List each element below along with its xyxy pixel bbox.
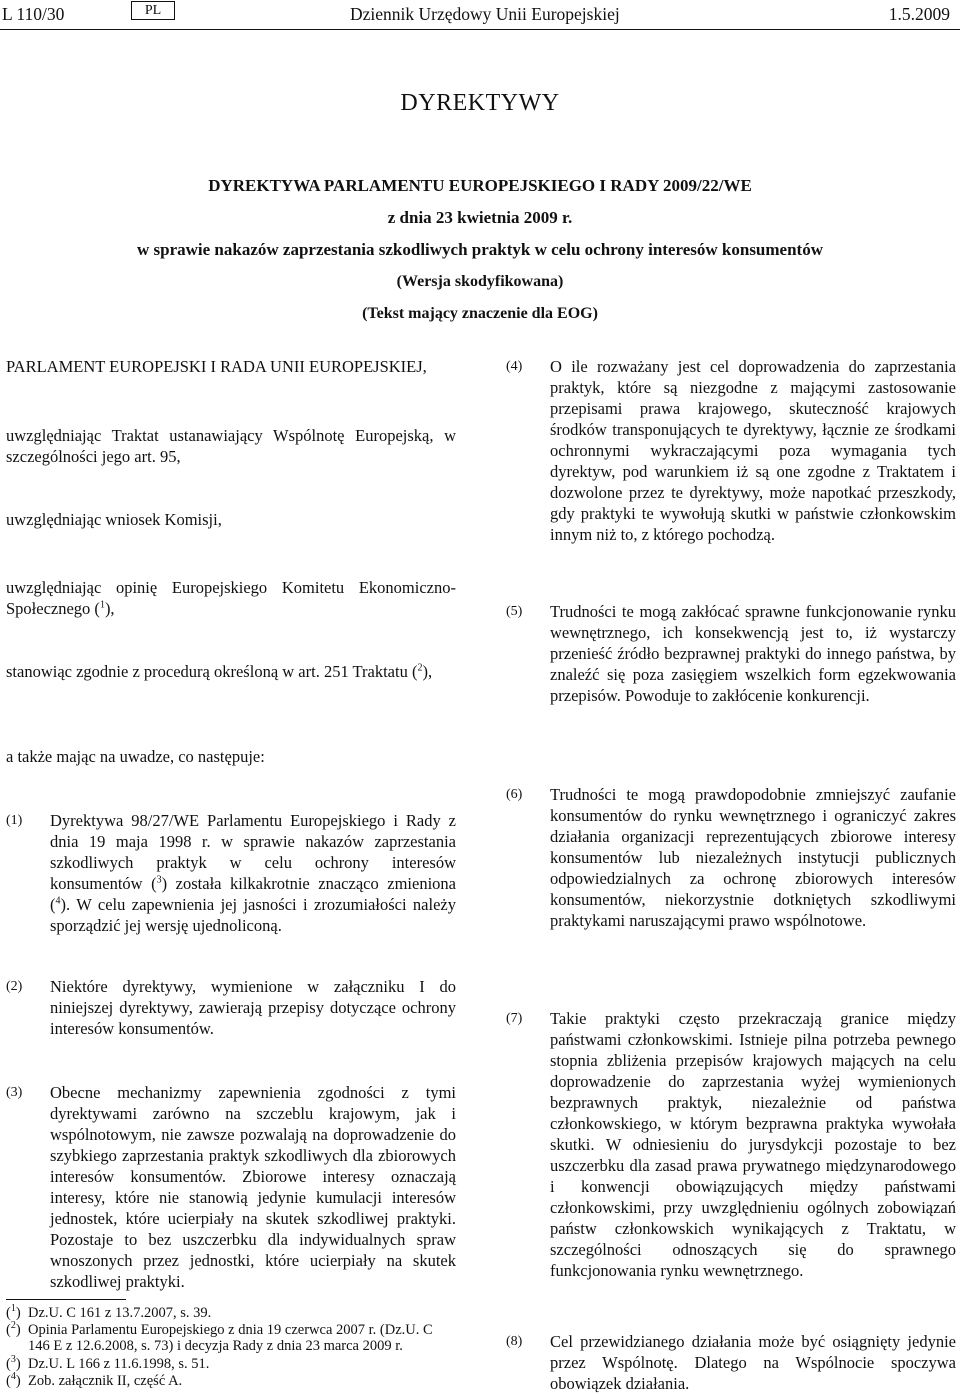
recital-number: (2) (6, 979, 23, 994)
opinion-text: uwzględniając opinię Europejskiego Komitetu Ekonomiczno-Społecznego ( (6, 578, 456, 618)
recital-text: Cel przewidzianego działania może być osiągnięty jedynie przez Wspólnotę. Dlatego na Wspólnocie spoczywa obowiązek działania. (550, 1332, 956, 1393)
footnote-marker: 3 (10, 1354, 16, 1366)
codified-note: (Wersja skodyfikowana) (396, 273, 564, 290)
language-badge: PL (131, 1, 175, 20)
footnote-ref: 4 (55, 895, 61, 907)
preamble-authors: PARLAMENT EUROPEJSKI I RADA UNII EUROPEJSKIEJ, (6, 357, 427, 376)
footnote-number: ($^4$) (6, 1371, 21, 1389)
recital-text: Takie praktyki często przekraczają granice między państwami członkowskimi. Istnieje pilna potrzeba pewnego stopnia zbliżenia przepisów krajowych mających na celu doprowadzenie do zaprzestania wyżej wymienionych bezprawnych praktyk, niezależnie od państwa członkowskiego, w którym bezprawna praktyka wywołała skutki. W odniesieniu do jurysdykcji pozostaje to bez uszczerbku dla zasad prawa prywatnego międzynarodowego i konwencji obowiązujących między państwami członkowskimi, przy uwzględnieniu ogólnych zobowiązań państw członkowskich wynikających z Traktatu, w szczególności odnoszących się do sprawnego funkcjonowania rynku wewnętrznego. (550, 1009, 956, 1280)
recital-number: (5) (506, 604, 523, 619)
footnote-ref: 1 (99, 599, 105, 611)
footnote-ref: 2 (417, 662, 423, 674)
recital-text: Obecne mechanizmy zapewnienia zgodności z tymi dyrektywami zarówno na szczeblu krajowym, jak i wspólnotowym, nie zawsze pozwalają na doprowadzenie do szybkiego zaprzestania praktyk szkodliwych dla zbiorowych interesów konsumentów. Zbiorowe interesy oznaczają interesy, które nie stanowią jedynie kumulacji interesów jednostek, które ucierpiały na skutek szkodliwej praktyki. Pozostaje to bez uszczerbku dla indywidualnych spraw wnoszonych przez jednostki, które ucierpiały na skutek szkodliwej praktyki. (50, 1083, 456, 1291)
preamble-proposal: uwzględniając wniosek Komisji, (6, 510, 222, 529)
section-title: DYREKTYWY (400, 90, 560, 116)
publication-date: 1.5.2009 (888, 4, 950, 24)
recital-number: (6) (506, 787, 523, 802)
recital-text-part: Dyrektywa 98/27/WE Parlamentu Europejskiego i Rady z dnia 19 maja 1998 r. w sprawie nakazów zaprzestania szkodliwych praktyk w celu ochrony interesów konsumentów ( (50, 811, 456, 893)
footnote-text: Opinia Parlamentu Europejskiego z dnia 19 czerwca 2007 r. (Dz.U. C 146 E z 12.6.2008, s. 73) i decyzja Rady z dnia 23 marca 2009 r. (28, 1322, 433, 1354)
header-divider (0, 29, 960, 30)
footnote-text: Dz.U. C 161 z 13.7.2007, s. 39. (28, 1305, 212, 1321)
footnote-marker: 1 (10, 1303, 16, 1315)
recital-number: (3) (6, 1085, 23, 1100)
footnote-text: Zob. załącznik II, część A. (28, 1373, 183, 1389)
recital-text: Niektóre dyrektywy, wymienione w załączniku I do niniejszej dyrektywy, zawierają przepisy dotyczące ochrony interesów konsumentów. (50, 977, 456, 1038)
preamble-whereas: a także mając na uwadze, co następuje: (6, 747, 265, 766)
footnote-text: Dz.U. L 166 z 11.6.1998, s. 51. (28, 1356, 210, 1372)
footnote-divider (6, 1299, 126, 1300)
directive-title: DYREKTYWA PARLAMENTU EUROPEJSKIEGO I RADY 2009/22/WE (208, 176, 752, 195)
recital-text-part: ) została kilkakrotnie znacząco zmieniona ( (50, 874, 456, 914)
recital-text-part: ). W celu zapewnienia jej jasności i zrozumiałości należy sporządzić jej wersję ujednoliconą. (50, 895, 456, 935)
footnote-number: ($^2$) (6, 1320, 21, 1338)
directive-date: z dnia 23 kwietnia 2009 r. (387, 208, 573, 227)
eea-note: (Tekst mający znaczenie dla EOG) (362, 305, 598, 322)
page-header (0, 0, 960, 30)
footnote-ref: 3 (156, 874, 162, 886)
recital-number: (7) (506, 1011, 523, 1026)
directive-subject: w sprawie nakazów zaprzestania szkodliwych praktyk w celu ochrony interesów konsumentów (136, 240, 823, 259)
recital-number: (8) (506, 1334, 523, 1349)
recital-text: O ile rozważany jest cel doprowadzenia do zaprzestania praktyk, które są niezgodne z mającymi zastosowanie przepisami prawa krajowego, skuteczność krajowych środków transponujących te dyrektywy, łącznie ze środkami ochronnymi wykraczającymi poza wymagania tych dyrektyw, pod warunkiem iż są one zgodne z Traktatem i dozwolone przez te dyrektywy, może napotkać przeszkody, gdy praktyki te wywołują skutki w państwie członkowskim innym niż to, z którego pochodzą. (550, 357, 956, 544)
recital-text (50, 810, 456, 936)
opinion-text-end: ), (104, 599, 115, 618)
footnote-number: ($^3$) (6, 1354, 21, 1372)
procedure-text-end: ), (422, 662, 433, 681)
page-number: L 110/30 (2, 4, 65, 24)
recital-number: (4) (506, 359, 523, 374)
recital-number: (1) (6, 813, 23, 828)
recital-text: Trudności te mogą prawdopodobnie zmniejszyć zaufanie konsumentów do rynku wewnętrznego i ograniczyć zakres działania organizacji reprezentujących zbiorowe interesy konsumentów lub niezależnych instytucji publicznych odpowiedzialnych za ochronę zbiorowych interesów konsumentów, niekorzystnie dotkniętych szkodliwymi praktykami naruszającymi prawo wspólnotowe. (550, 785, 956, 930)
footnote-number: ($^1$) (6, 1303, 21, 1321)
preamble-procedure (6, 661, 456, 682)
recital-text: Trudności te mogą zakłócać sprawne funkcjonowanie rynku wewnętrznego, ich konsekwencją jest to, iż wystarczy przenieść źródło bezprawnej praktyki do innego państwa, by znaleźć się poza zasięgiem wszelkich form egzekwowania przepisów. Powoduje to zakłócenie konkurencji. (550, 602, 956, 705)
footnote-marker: 2 (10, 1320, 16, 1332)
preamble-treaty: uwzględniając Traktat ustanawiający Wspólnotę Europejską, w szczególności jego art. 95, (6, 426, 456, 466)
procedure-text: stanowiąc zgodnie z procedurą określoną w art. 251 Traktatu ( (6, 662, 418, 681)
preamble-opinion (6, 577, 456, 619)
footnote-marker: 4 (10, 1371, 16, 1383)
journal-title: Dziennik Urzędowy Unii Europejskiej (350, 4, 620, 24)
